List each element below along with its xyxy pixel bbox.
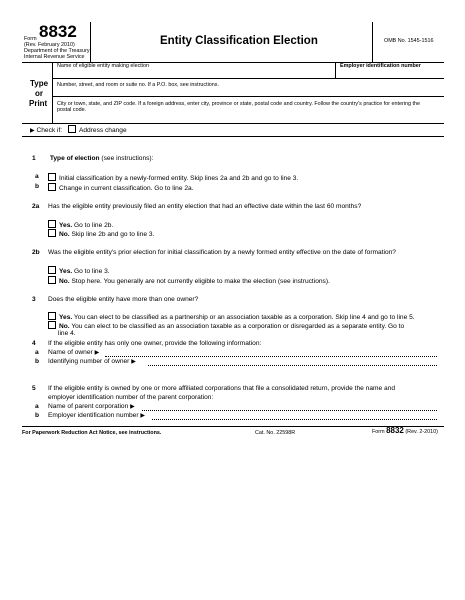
line-4b-label: [48, 358, 136, 366]
agency-line: Internal Revenue Service: [24, 54, 85, 60]
street-address-field[interactable]: [52, 78, 444, 96]
line-4-number: 4: [32, 340, 36, 347]
line-2a-number: 2a: [32, 203, 40, 210]
line-3-no-text: You can elect to be classified as an association taxable as a corporation or disregarded as a separate entity. Go to: [71, 323, 405, 330]
owner-name-input[interactable]: [105, 356, 437, 357]
line-2b-question: Was the eligible entity's prior election for initial classification by a newly formed entity effective on the date of formation?: [48, 249, 396, 256]
header-right-divider: [372, 22, 373, 62]
ein-label: Employer identification number: [340, 63, 421, 69]
line-3-question: Does the eligible entity have more than one owner?: [48, 296, 199, 303]
form-revision: (Rev. February 2010): [24, 42, 75, 48]
form-title: Entity Classification Election: [160, 35, 318, 47]
line-1-number: 1: [32, 155, 36, 162]
line-2b-no-option: [48, 276, 330, 286]
line-3-yes-word: Yes.: [59, 314, 73, 321]
parent-ein-label: Employer identification number: [48, 412, 139, 419]
catalog-number: Cat. No. 22598R: [255, 430, 296, 436]
line-3-yes-checkbox[interactable]: [48, 312, 56, 320]
omb-number: OMB No. 1545-1516: [384, 38, 434, 44]
paperwork-notice: For Paperwork Reduction Act Notice, see instructions.: [22, 430, 162, 436]
check-if-row: [30, 125, 330, 135]
form-header: [22, 22, 444, 62]
line-2a-yes-checkbox[interactable]: [48, 220, 56, 228]
line-3-number: 3: [32, 296, 36, 303]
parent-ein-input[interactable]: [152, 419, 437, 420]
city-row-rule: [22, 123, 444, 124]
address-change-checkbox[interactable]: [68, 125, 76, 133]
line-2a-no-option: [48, 229, 154, 239]
line-2a-question: Has the eligible entity previously filed an entity election that had an effective date within the last 60 months?: [48, 203, 362, 210]
line-1a-checkbox[interactable]: [48, 173, 56, 181]
line-2b-yes-option: [48, 266, 110, 276]
print-label: Print: [29, 99, 48, 108]
line-2a-yes-word: Yes.: [59, 222, 73, 229]
pointer-arrow-icon: ▶: [94, 350, 100, 356]
form-number: 8832: [39, 22, 77, 41]
line-3-no-option: [48, 321, 443, 331]
line-4a-label: [48, 349, 99, 357]
line-4a-letter: a: [35, 349, 39, 356]
footer-form-id: [372, 428, 438, 435]
line-2a-no-word: No.: [59, 231, 70, 238]
line-2b-yes-text: Go to line 3.: [74, 268, 110, 275]
footer-rule: [22, 426, 444, 427]
or-label: or: [35, 89, 43, 98]
line-5a-letter: a: [35, 403, 39, 410]
line-5-text-cont: employer identification number of the parent corporation:: [48, 394, 214, 401]
line-1-note: (see instructions):: [101, 155, 154, 162]
line-3-no-word: No.: [59, 323, 70, 330]
department-line: Department of the Treasury: [24, 48, 90, 54]
line-3-no-checkbox[interactable]: [48, 321, 56, 329]
line-1-title: Type of election: [49, 155, 100, 162]
header-left-divider: [90, 22, 91, 62]
line-2a-no-text: Skip line 2b and go to line 3.: [71, 231, 155, 238]
entity-name-field[interactable]: [52, 62, 335, 78]
owner-id-input[interactable]: [148, 365, 437, 366]
line-1b-option: [48, 183, 438, 193]
line-1b-letter: b: [35, 183, 40, 190]
entity-name-label: Name of eligible entity making election: [57, 63, 149, 69]
type-label: Type: [30, 79, 49, 88]
city-state-zip-label: City or town, state, and ZIP code. If a foreign address, enter city, province or state, postal code and country. Follow the country's practice for entering the: [57, 101, 420, 107]
footer-form-number: 8832: [386, 426, 404, 435]
owner-id-label: Identifying number of owner: [48, 358, 130, 365]
parent-name-label: Name of parent corporation: [48, 403, 129, 410]
parent-name-input[interactable]: [142, 410, 437, 411]
pointer-arrow-icon: ▶: [130, 404, 135, 410]
line-5-text: If the eligible entity is owned by one or more affiliated corporations that file a consolidated return, provide the name and: [48, 385, 395, 392]
line-4-text: If the eligible entity has only one owner, provide the following information:: [48, 340, 262, 347]
line-1b-text: Change in current classification. Go to line 2a.: [59, 185, 194, 192]
line-2b-number: 2b: [32, 249, 40, 256]
line-2b-yes-checkbox[interactable]: [48, 266, 56, 274]
line-3-no-text-cont: line 4.: [58, 330, 76, 337]
footer-form-rev: (Rev. 2-2010): [405, 429, 438, 435]
city-state-zip-label-cont: postal code.: [57, 107, 87, 113]
line-1a-letter: a: [35, 173, 39, 180]
line-1a-option: [48, 173, 438, 183]
line-1a-text: Initial classification by a newly-formed entity. Skip lines 2a and 2b and go to line 3.: [59, 175, 299, 182]
street-address-label: Number, street, and room or suite no. If a P.O. box, see instructions.: [57, 82, 219, 88]
line-5-number: 5: [32, 385, 36, 392]
footer-form-word: Form: [372, 429, 385, 435]
owner-name-label: Name of owner: [48, 349, 93, 356]
pointer-arrow-icon: ▶: [140, 413, 145, 419]
address-change-label: Address change: [78, 127, 127, 134]
line-1: [32, 155, 432, 163]
line-2b-yes-word: Yes.: [59, 268, 73, 275]
line-2b-no-checkbox[interactable]: [48, 276, 56, 284]
form-label: Form: [24, 36, 37, 42]
line-3-yes-text: You can elect to be classified as a partnership or an association taxable as a corporation. Skip line 4 and go to line 5.: [73, 314, 415, 321]
line-2b-no-text: Stop here. You generally are not currently eligible to make the election (see instructions).: [71, 278, 330, 285]
pointer-arrow-icon: ▶: [30, 128, 35, 134]
line-1b-checkbox[interactable]: [48, 183, 56, 191]
line-5b-letter: b: [35, 412, 40, 419]
line-5a-label: [48, 403, 135, 411]
ein-field[interactable]: [335, 62, 444, 78]
city-state-zip-field[interactable]: [52, 96, 444, 123]
check-if-row-rule: [22, 136, 444, 137]
line-2a-no-checkbox[interactable]: [48, 229, 56, 237]
line-4b-letter: b: [35, 358, 40, 365]
line-2b-no-word: No.: [59, 278, 70, 285]
line-2a-yes-text: Go to line 2b.: [74, 222, 114, 229]
pointer-arrow-icon: ▶: [131, 359, 136, 365]
line-5b-label: [48, 412, 145, 420]
check-if-label: Check if:: [36, 127, 63, 134]
